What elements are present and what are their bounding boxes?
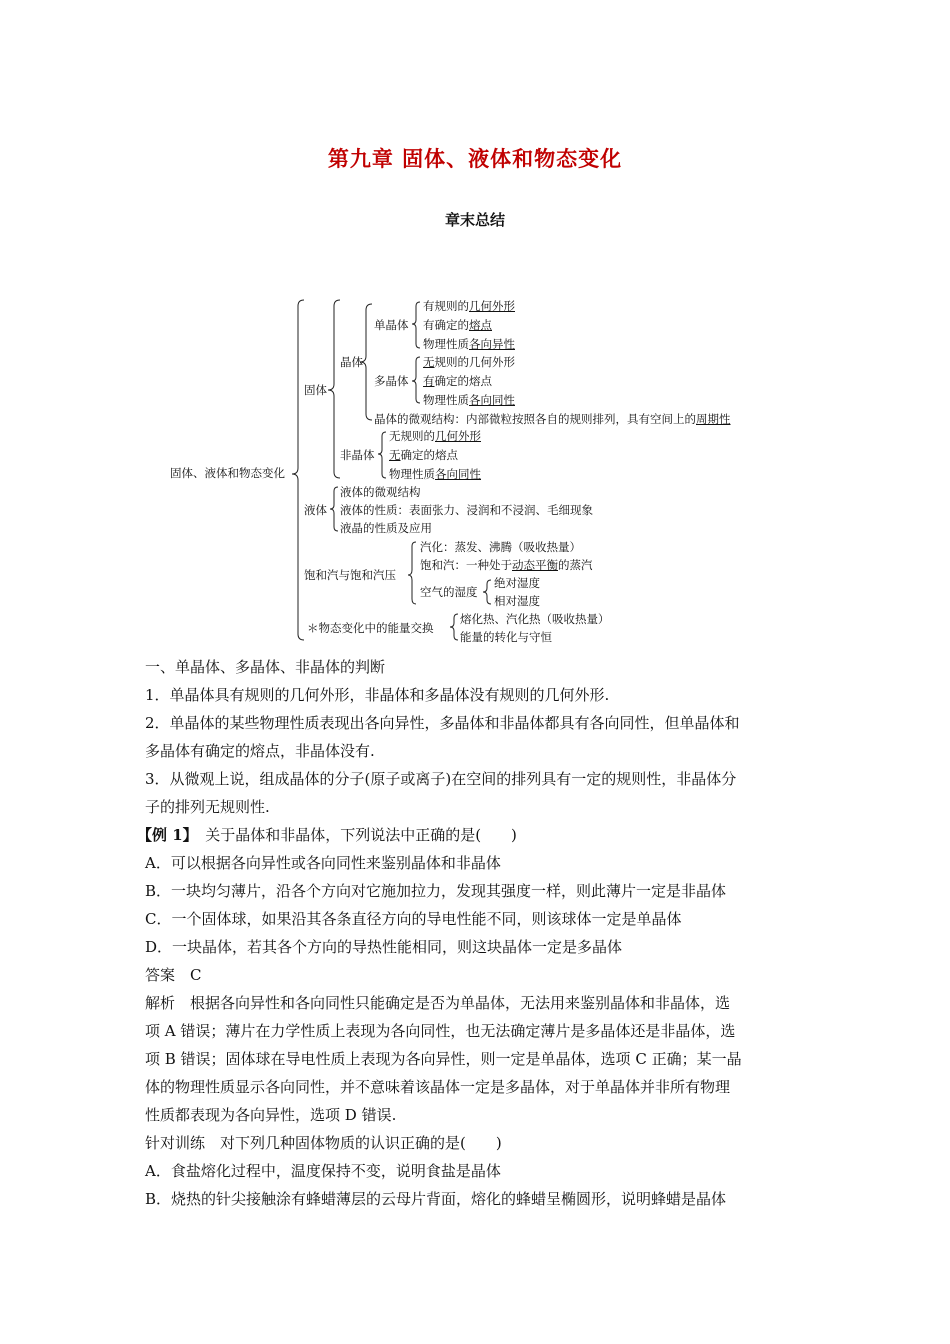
option-d: D．一块晶体，若其各个方向的导热性能相同，则这块晶体一定是多晶体 bbox=[145, 938, 623, 956]
map-am-3: 物理性质各向同性 bbox=[389, 467, 481, 481]
map-liquid: 液体 bbox=[304, 503, 327, 517]
map-vapor: 饱和汽与饱和汽压 bbox=[304, 568, 396, 582]
point-3-line-2: 子的排列无规则性. bbox=[145, 798, 270, 816]
analysis-line-3: 项 B 错误；固体球在导电性质上表现为各向异性，则一定是单晶体，选项 C 正确；某一晶 bbox=[145, 1050, 742, 1068]
example-tag: 【例 1】 bbox=[137, 826, 191, 844]
option-a: A．可以根据各向异性或各向同性来鉴别晶体和非晶体 bbox=[145, 854, 501, 872]
map-am-2: 无确定的熔点 bbox=[389, 448, 458, 462]
map-en-1: 熔化热、汽化热（吸收热量） bbox=[460, 612, 610, 626]
map-poly-2: 有确定的熔点 bbox=[423, 374, 492, 388]
map-poly: 多晶体 bbox=[374, 374, 409, 388]
map-solid: 固体 bbox=[304, 383, 327, 397]
point-1: 1．单晶体具有规则的几何外形，非晶体和多晶体没有规则的几何外形. bbox=[145, 686, 610, 704]
map-liq-3: 液晶的性质及应用 bbox=[340, 521, 432, 535]
option-c: C．一个固体球，如果沿其各条直径方向的导电性能不同，则该球体一定是单晶体 bbox=[145, 910, 682, 928]
map-crystal: 晶体 bbox=[340, 355, 363, 369]
answer: 答案 C bbox=[145, 966, 202, 984]
map-en-2: 能量的转化与守恒 bbox=[460, 630, 552, 644]
page-title: 第九章 固体、液体和物态变化 bbox=[327, 147, 623, 171]
map-vap-1: 汽化：蒸发、沸腾（吸收热量） bbox=[420, 540, 581, 554]
map-humid: 空气的湿度 bbox=[420, 585, 478, 599]
analysis-line-1: 解析 根据各向异性和各向同性只能确定是否为单晶体，无法用来鉴别晶体和非晶体，选 bbox=[145, 994, 731, 1012]
point-3-line-1: 3．从微观上说，组成晶体的分子(原子或离子)在空间的排列具有一定的规则性，非晶体分 bbox=[145, 770, 737, 788]
analysis-line-2: 项 A 错误；薄片在力学性质上表现为各向同性，也无法确定薄片是多晶体还是非晶体，选 bbox=[145, 1022, 736, 1040]
map-hum-2: 相对湿度 bbox=[494, 594, 540, 608]
analysis-line-4: 体的物理性质显示各向同性，并不意味着该晶体一定是多晶体，对于单晶体并非所有物理 bbox=[145, 1078, 731, 1096]
solid-brace bbox=[328, 300, 340, 478]
practice-option-b: B．烧热的针尖接触涂有蜂蜡薄层的云母片背面，熔化的蜂蜡呈椭圆形，说明蜂蜡是晶体 bbox=[145, 1190, 727, 1208]
map-micro: 晶体的微观结构：内部微粒按照各自的规则排列，具有空间上的周期性 bbox=[374, 412, 731, 426]
map-am-1: 无规则的几何外形 bbox=[389, 429, 481, 443]
humid-brace bbox=[483, 580, 491, 604]
map-amorph: 非晶体 bbox=[340, 448, 375, 462]
option-b: B．一块均匀薄片，沿各个方向对它施加拉力，发现其强度一样，则此薄片一定是非晶体 bbox=[145, 882, 727, 900]
practice-option-a: A．食盐熔化过程中，温度保持不变，说明食盐是晶体 bbox=[145, 1162, 501, 1180]
map-liq-2: 液体的性质：表面张力、浸润和不浸润、毛细现象 bbox=[340, 503, 593, 517]
section-subtitle: 章末总结 bbox=[444, 211, 505, 229]
root-brace bbox=[292, 300, 304, 640]
poly-brace bbox=[412, 357, 420, 403]
point-2-line-2: 多晶体有确定的熔点，非晶体没有. bbox=[145, 742, 375, 760]
map-single-2: 有确定的熔点 bbox=[423, 318, 492, 332]
point-2-line-1: 2．单晶体的某些物理性质表现出各向异性，多晶体和非晶体都具有各向同性，但单晶体和 bbox=[145, 714, 740, 732]
practice-question: 针对训练 对下列几种固体物质的认识正确的是( ) bbox=[145, 1134, 502, 1152]
map-single: 单晶体 bbox=[374, 318, 409, 332]
liquid-brace bbox=[330, 487, 338, 531]
concept-map bbox=[0, 0, 950, 660]
map-liq-1: 液体的微观结构 bbox=[340, 485, 421, 499]
map-single-3: 物理性质各向异性 bbox=[423, 337, 515, 351]
map-poly-3: 物理性质各向同性 bbox=[423, 393, 515, 407]
map-hum-1: 绝对湿度 bbox=[494, 576, 540, 590]
amorph-brace bbox=[378, 432, 386, 478]
map-vap-2: 饱和汽：一种处于动态平衡的蒸汽 bbox=[420, 558, 593, 572]
map-single-1: 有规则的几何外形 bbox=[423, 299, 515, 313]
analysis-line-5: 性质都表现为各向异性，选项 D 错误. bbox=[145, 1106, 397, 1124]
example-question: 【例 1】 关于晶体和非晶体，下列说法中正确的是( ) bbox=[137, 826, 517, 844]
map-poly-1: 无规则的几何外形 bbox=[423, 355, 515, 369]
single-brace bbox=[412, 302, 420, 348]
vapor-brace bbox=[408, 542, 416, 604]
section-heading: 一、单晶体、多晶体、非晶体的判断 bbox=[145, 658, 386, 676]
map-root: 固体、液体和物态变化 bbox=[170, 466, 285, 480]
map-energy: ＊物态变化中的能量交换 bbox=[307, 621, 434, 635]
energy-brace bbox=[450, 614, 458, 640]
